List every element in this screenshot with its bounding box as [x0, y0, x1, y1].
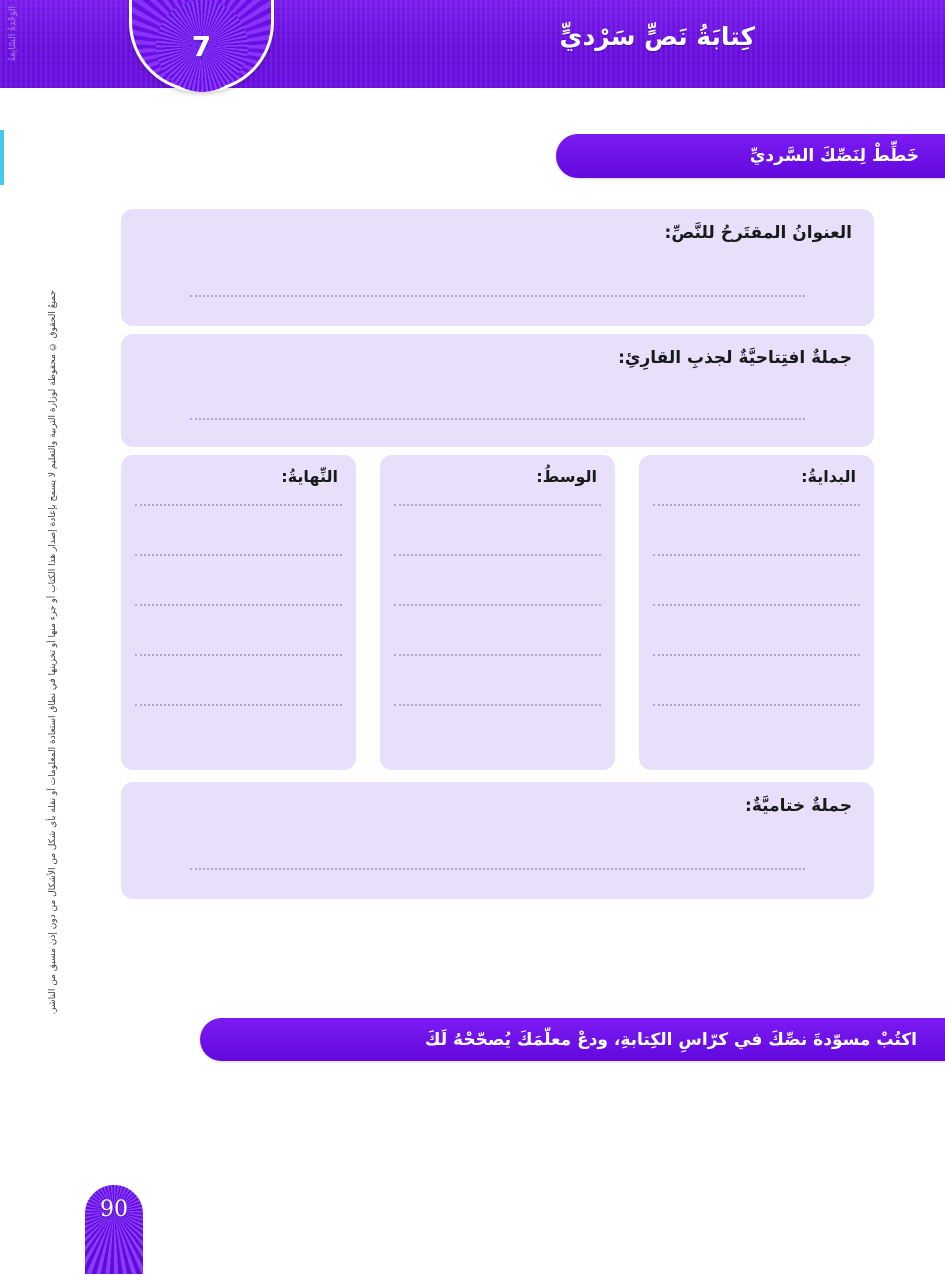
writing-line[interactable]	[653, 654, 860, 656]
writing-line[interactable]	[135, 704, 342, 706]
field-beginning[interactable]	[639, 455, 874, 770]
writing-line[interactable]	[653, 704, 860, 706]
field-closing-sentence[interactable]	[121, 782, 874, 899]
page-number-badge	[83, 1183, 145, 1276]
field-opening-sentence[interactable]	[121, 334, 874, 447]
field-ending-lines[interactable]	[121, 504, 356, 706]
writing-line[interactable]	[653, 604, 860, 606]
field-ending-label: النِّهايةُ:	[281, 467, 338, 486]
field-proposed-title[interactable]	[121, 209, 874, 326]
writing-line[interactable]	[394, 504, 601, 506]
field-ending[interactable]	[121, 455, 356, 770]
copyright-notice: جميعُ الحقوق © محفوظة لوزارة التربية والتعليم لا يسمح بإعادة إصدار هذا الكتاب أو جزء منها أو تخزينها في نطاق استعادة المعلومات أو نقله بأي شكل من الأشكال من دون إذن مسبق من الناشر.	[48, 290, 58, 1015]
instruction-bar	[200, 1018, 945, 1061]
writing-line[interactable]	[394, 704, 601, 706]
section-title-bar	[556, 134, 945, 178]
unit-corner-label: الوَحْدةُ السّابِعةُ	[8, 6, 18, 62]
unit-number: 7	[191, 29, 212, 63]
field-middle-label: الوسطُ:	[536, 467, 597, 486]
section-title-text: خَطِّطْ لِنَصِّكَ السَّرديِّ	[749, 146, 919, 166]
writing-line[interactable]	[394, 604, 601, 606]
writing-line[interactable]	[653, 504, 860, 506]
field-proposed-title-label: العنوانُ المقتَرحُ للنَّصِّ:	[664, 223, 852, 243]
writing-line[interactable]	[135, 554, 342, 556]
field-opening-sentence-label: جملةٌ افتِتاحيَّةٌ لجذبِ القارِئِ:	[618, 348, 852, 368]
field-beginning-label: البدايةُ:	[801, 467, 856, 486]
edge-tick	[0, 130, 4, 185]
page-title: كِتابَةُ نَصٍّ سَرْديٍّ	[559, 22, 755, 51]
page-number-text: 90	[100, 1197, 128, 1222]
writing-line[interactable]	[135, 504, 342, 506]
writing-line[interactable]	[135, 654, 342, 656]
field-proposed-title-writing-line[interactable]	[190, 295, 805, 297]
writing-line[interactable]	[135, 604, 342, 606]
instruction-text: اكتُبْ مسوّدةَ نصِّكَ في كرّاسِ الكِتابةِ، ودعْ معلّمَكَ يُصحّحْهُ لَكَ	[424, 1029, 917, 1050]
field-middle[interactable]	[380, 455, 615, 770]
writing-line[interactable]	[394, 554, 601, 556]
page-header-band	[0, 0, 945, 88]
unit-badge-inner	[156, 0, 248, 92]
field-closing-sentence-writing-line[interactable]	[190, 868, 805, 870]
field-opening-sentence-writing-line[interactable]	[190, 418, 805, 420]
writing-line[interactable]	[653, 554, 860, 556]
unit-badge	[129, 0, 274, 92]
writing-line[interactable]	[394, 654, 601, 656]
field-middle-lines[interactable]	[380, 504, 615, 706]
field-beginning-lines[interactable]	[639, 504, 874, 706]
field-closing-sentence-label: جملةٌ ختاميَّةٌ:	[745, 796, 852, 816]
